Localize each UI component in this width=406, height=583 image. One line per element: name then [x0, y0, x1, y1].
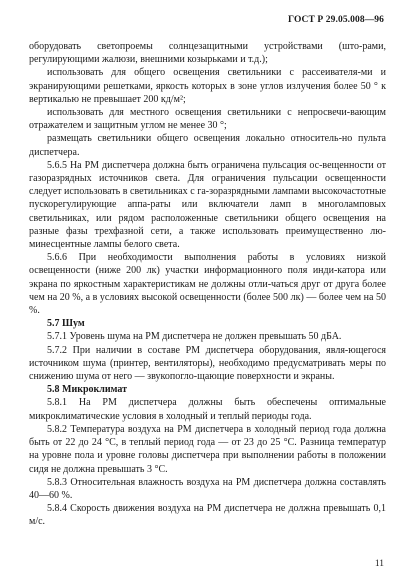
paragraph-5-8-1: 5.8.1 На РМ диспетчера должны быть обеспечены оптимальные микроклиматические условия в холодный и теплый периоды года.: [29, 397, 386, 422]
paragraph-local-lighting: использовать для местного освещения светильники с непросвечи-вающим отражателем и защитным углом не менее 30 °;: [29, 107, 386, 132]
paragraph-5-6-6: 5.6.6 При необходимости выполнения работы в условиях низкой освещенности (ниже 200 лк) участки информационного поля инди-катора или экрана по яркостным характеристикам не должны отли-чаться друг от друга более чем на 20 %, а в условиях высокой освещенности (более 500 лк) — более чем на 50 %.: [29, 252, 386, 317]
paragraph-luminaire-placement: размещать светильники общего освещения локально относитель-но пульта диспетчера.: [29, 133, 386, 158]
document-body: [29, 40, 386, 529]
paragraph-diffuser-luminaires: использовать для общего освещения светильники с рассеивателя-ми и экранирующими решетками, яркость которых в зоне углов излучения более 50 ° к вертикалью не превышает 200 кд/м²;: [29, 67, 386, 105]
section-heading-microclimate: 5.8 Микроклимат: [47, 384, 128, 396]
paragraph-continuation: оборудовать светопроемы солнцезащитными устройствами (што-рами, регулирующими жалюзи, внешними козырьками и т.д.);: [29, 41, 386, 66]
paragraph-5-6-5: 5.6.5 На РМ диспетчера должна быть ограничена пульсация ос-вещенности от газоразрядных источников света. Для ограничения пульсации освещенности следует использовать в светильниках с га-зоразрядными лампами высокочастотные пускорегулирующие аппа-раты или включатели ламп в многоламповых светильниках, или рядом расположенные светильники общего освещения на разные фазы трехфазной сети, а также использовать преимущественно лю-минесцентные лампы белого света.: [29, 159, 386, 251]
document-header: ГОСТ Р 29.05.008—96: [288, 15, 384, 25]
paragraph-5-7-1: 5.7.1 Уровень шума на РМ диспетчера не должен превышать 50 дБА.: [47, 331, 342, 343]
paragraph-5-7-2: 5.7.2 При наличии в составе РМ диспетчера оборудования, явля-ющегося источником шума (принтер, вентиляторы), необходимо предусматривать меры по снижению шума от него — звукопогло-щающие поверхности и экраны.: [29, 344, 386, 383]
paragraph-5-8-4: 5.8.4 Скорость движения воздуха на РМ диспетчера не должна превышать 0,1 м/с.: [29, 503, 386, 528]
paragraph-5-8-3: 5.8.3 Относительная влажность воздуха на РМ диспетчера должна составлять 40—60 %.: [29, 476, 386, 501]
section-heading-noise: 5.7 Шум: [47, 318, 85, 330]
page-number: 11: [374, 558, 384, 569]
paragraph-5-8-2: 5.8.2 Температура воздуха на РМ диспетчера в холодный период года должна быть от 22 до 24 °С, в теплый период года — от 23 до 25 °С. Разница температур на уровне пола и уровне головы диспетчера при выполнении работы в положении сидя не должна превышать 3 °С.: [29, 423, 386, 475]
